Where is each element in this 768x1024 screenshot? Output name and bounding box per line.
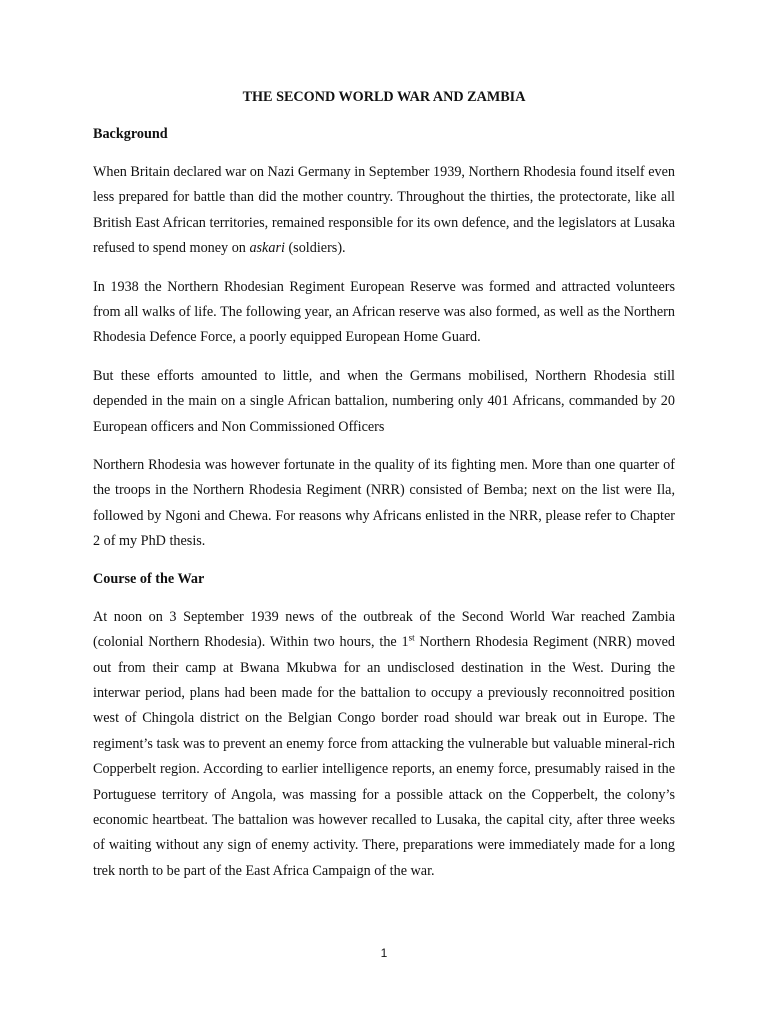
paragraph-text: At noon on 3 September 1939 news of the outbreak of the Second World War reached Zambia (colonial Northern Rhodesia). Within two hours, the 1 xyxy=(93,608,675,651)
paragraph-text: When Britain declared war on Nazi Germany in September 1939, Northern Rhodesia found itself even less prepared for battle than did the mother country. Throughout the thirties, the protectorate, like all British East African territories, remained responsible for its own defence, and the legislators at Lusaka refused to spend money on xyxy=(93,164,675,257)
paragraph-fighting-men: Northern Rhodesia was however fortunate in the quality of its fighting men. More than one quarter of the troops in the Northern Rhodesia Regiment (NRR) consisted of Bemba; next on the list were Ila, followed by Ngoni and Chewa. For reasons why Africans enlisted in the NRR, please refer to Chapter 2 of my PhD thesis. xyxy=(93,457,675,550)
page-number: 1 xyxy=(380,946,388,960)
section-heading-course-of-war: Course of the War xyxy=(93,570,205,587)
paragraph-european-reserve: In 1938 the Northern Rhodesian Regiment European Reserve was formed and attracted volunteers from all walks of life. The following year, an African reserve was also formed, as well as the Northern Rhodesia Defence Force, a poorly equipped European Home Guard. xyxy=(93,278,675,346)
section-heading-background: Background xyxy=(93,126,168,142)
paragraph-text-tail: (soldiers). xyxy=(284,240,346,257)
paragraph-britain-declared-war xyxy=(93,160,675,262)
paragraph-efforts-amounted-little: But these efforts amounted to little, and when the Germans mobilised, Northern Rhodesia still depended in the main on a single African battalion, numbering only 401 Africans, commanded by 20 European officers and Non Commissioned Officers xyxy=(93,367,675,435)
paragraph-outbreak-of-war xyxy=(93,605,675,884)
paragraph-text-rest: Northern Rhodesia Regiment (NRR) moved out from their camp at Bwana Mkubwa for an undisclosed destination in the West. During the interwar period, plans had been made for the battalion to occupy a previously reconnoitred position west of Chingola district on the Belgian Congo border road should war break out in Europe. The regiment’s task was to prevent an enemy force from attacking the vulnerable but valuable mineral-rich Copperbelt region. According to earlier intelligence reports, an enemy force, presumably raised in the Portuguese territory of Angola, was massing for a possible attack on the Copperbelt, the colony’s economic heartbeat. The battalion was however recalled to Lusaka, the capital city, after three weeks of waiting without any sign of enemy activity. There, preparations were immediately made for a long trek north to be part of the East Africa Campaign of the war. xyxy=(93,634,675,879)
page-content xyxy=(93,86,675,897)
document-title: THE SECOND WORLD WAR AND ZAMBIA xyxy=(242,89,526,105)
ordinal-superscript: st xyxy=(408,632,415,643)
italic-term-askari: askari xyxy=(249,240,285,257)
